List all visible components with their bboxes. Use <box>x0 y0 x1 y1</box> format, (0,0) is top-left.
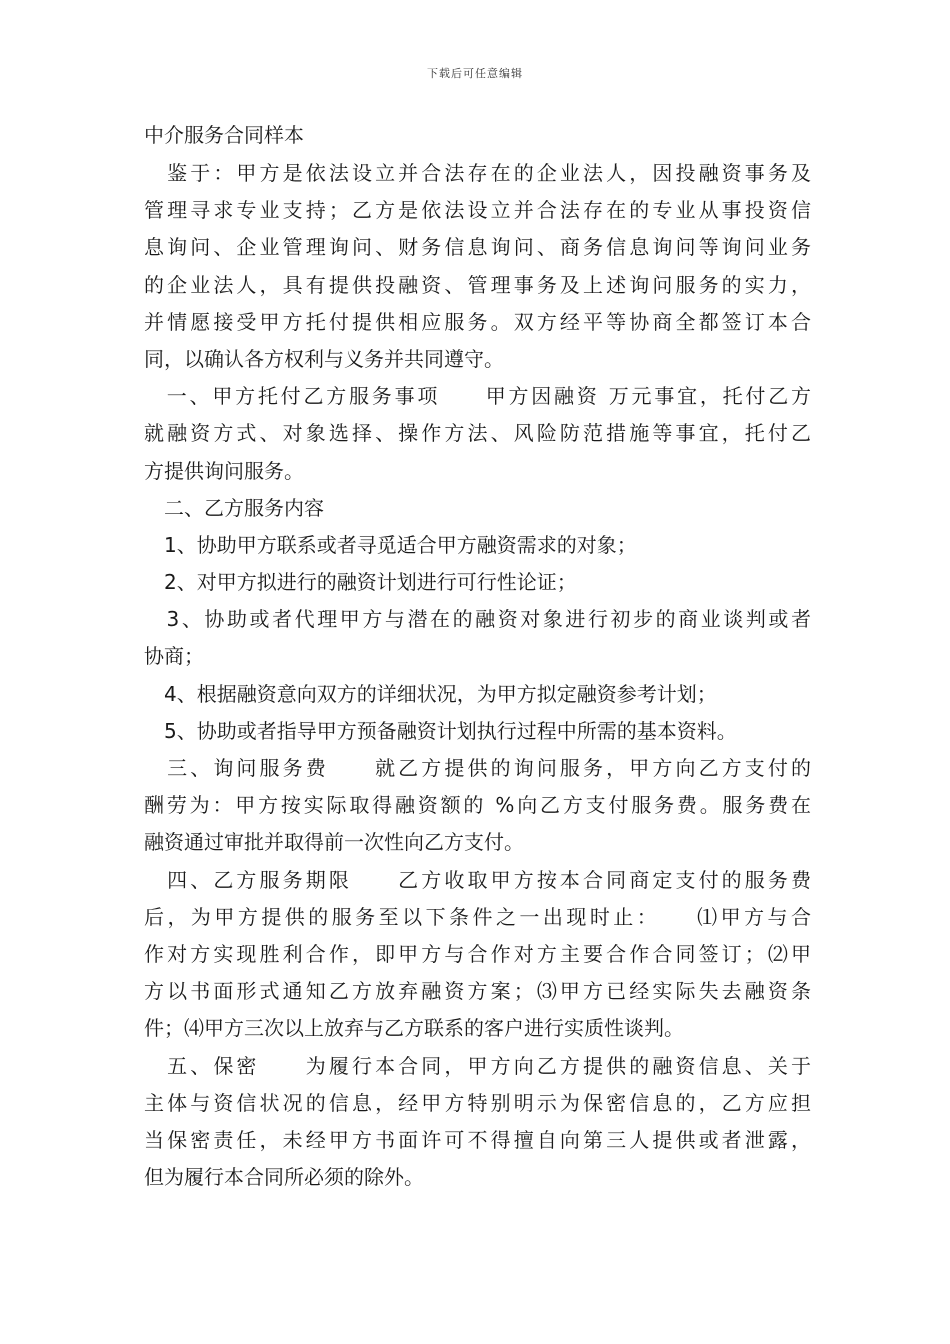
text-line: 息询问、企业管理询问、财务信息询问、商务信息询问等询问业务 <box>144 235 811 260</box>
text-line: 一、甲方托付乙方服务事项 甲方因融资 万元事宜，托付乙方 <box>144 384 811 409</box>
document-lines <box>144 155 811 1196</box>
text-line: 的企业法人，具有提供投融资、管理事务及上述询问服务的实力， <box>144 272 811 297</box>
text-line: 二、乙方服务内容 <box>144 495 324 520</box>
text-line: 就融资方式、对象选择、操作方法、风险防范措施等事宜，托付乙 <box>144 421 811 446</box>
text-line: 4、根据融资意向双方的详细状况，为甲方拟定融资参考计划； <box>144 681 717 706</box>
text-line: 四、乙方服务期限 乙方收取甲方按本合同商定支付的服务费 <box>144 867 811 892</box>
text-line: 主体与资信状况的信息，经甲方特别明示为保密信息的，乙方应担 <box>144 1090 811 1115</box>
text-line: 五、保密 为履行本合同，甲方向乙方提供的融资信息、关于 <box>144 1053 811 1078</box>
text-line: 方提供询问服务。 <box>144 458 304 483</box>
text-line: 方以书面形式通知乙方放弃融资方案；⑶甲方已经实际失去融资条 <box>144 979 811 1004</box>
text-line: 并情愿接受甲方托付提供相应服务。双方经平等协商全都签订本合 <box>144 309 811 334</box>
text-line: 融资通过审批并取得前一次性向乙方支付。 <box>144 830 524 855</box>
text-line: 管理寻求专业支持；乙方是依法设立并合法存在的专业从事投资信 <box>144 198 811 223</box>
text-line: 协商； <box>144 644 204 669</box>
text-line: 当保密责任，未经甲方书面许可不得擅自向第三人提供或者泄露， <box>144 1127 811 1152</box>
text-line: 酬劳为：甲方按实际取得融资额的 %向乙方支付服务费。服务费在 <box>144 793 811 818</box>
document-title: 中介服务合同样本 <box>144 123 304 147</box>
text-line: 件；⑷甲方三次以上放弃与乙方联系的客户进行实质性谈判。 <box>144 1016 684 1041</box>
text-line: 后，为甲方提供的服务至以下条件之一出现时止： ⑴甲方与合 <box>144 904 811 929</box>
text-line: 但为履行本合同所必须的除外。 <box>144 1165 424 1190</box>
text-line: 同，以确认各方权利与义务并共同遵守。 <box>144 346 504 371</box>
text-line: 鉴于：甲方是依法设立并合法存在的企业法人，因投融资事务及 <box>144 161 811 185</box>
document-body <box>144 115 811 1196</box>
text-line: 三、询问服务费 就乙方提供的询问服务，甲方向乙方支付的 <box>144 756 811 780</box>
text-line: 1、协助甲方联系或者寻觅适合甲方融资需求的对象； <box>144 532 637 557</box>
text-line: 5、协助或者指导甲方预备融资计划执行过程中所需的基本资料。 <box>144 718 737 743</box>
text-line: 作对方实现胜利合作，即甲方与合作对方主要合作合同签订；⑵甲 <box>144 941 811 966</box>
page-header: 下载后可任意编辑 <box>427 67 523 80</box>
text-line: 2、对甲方拟进行的融资计划进行可行性论证； <box>144 570 577 595</box>
text-line: 3、协助或者代理甲方与潜在的融资对象进行初步的商业谈判或者 <box>144 607 811 632</box>
